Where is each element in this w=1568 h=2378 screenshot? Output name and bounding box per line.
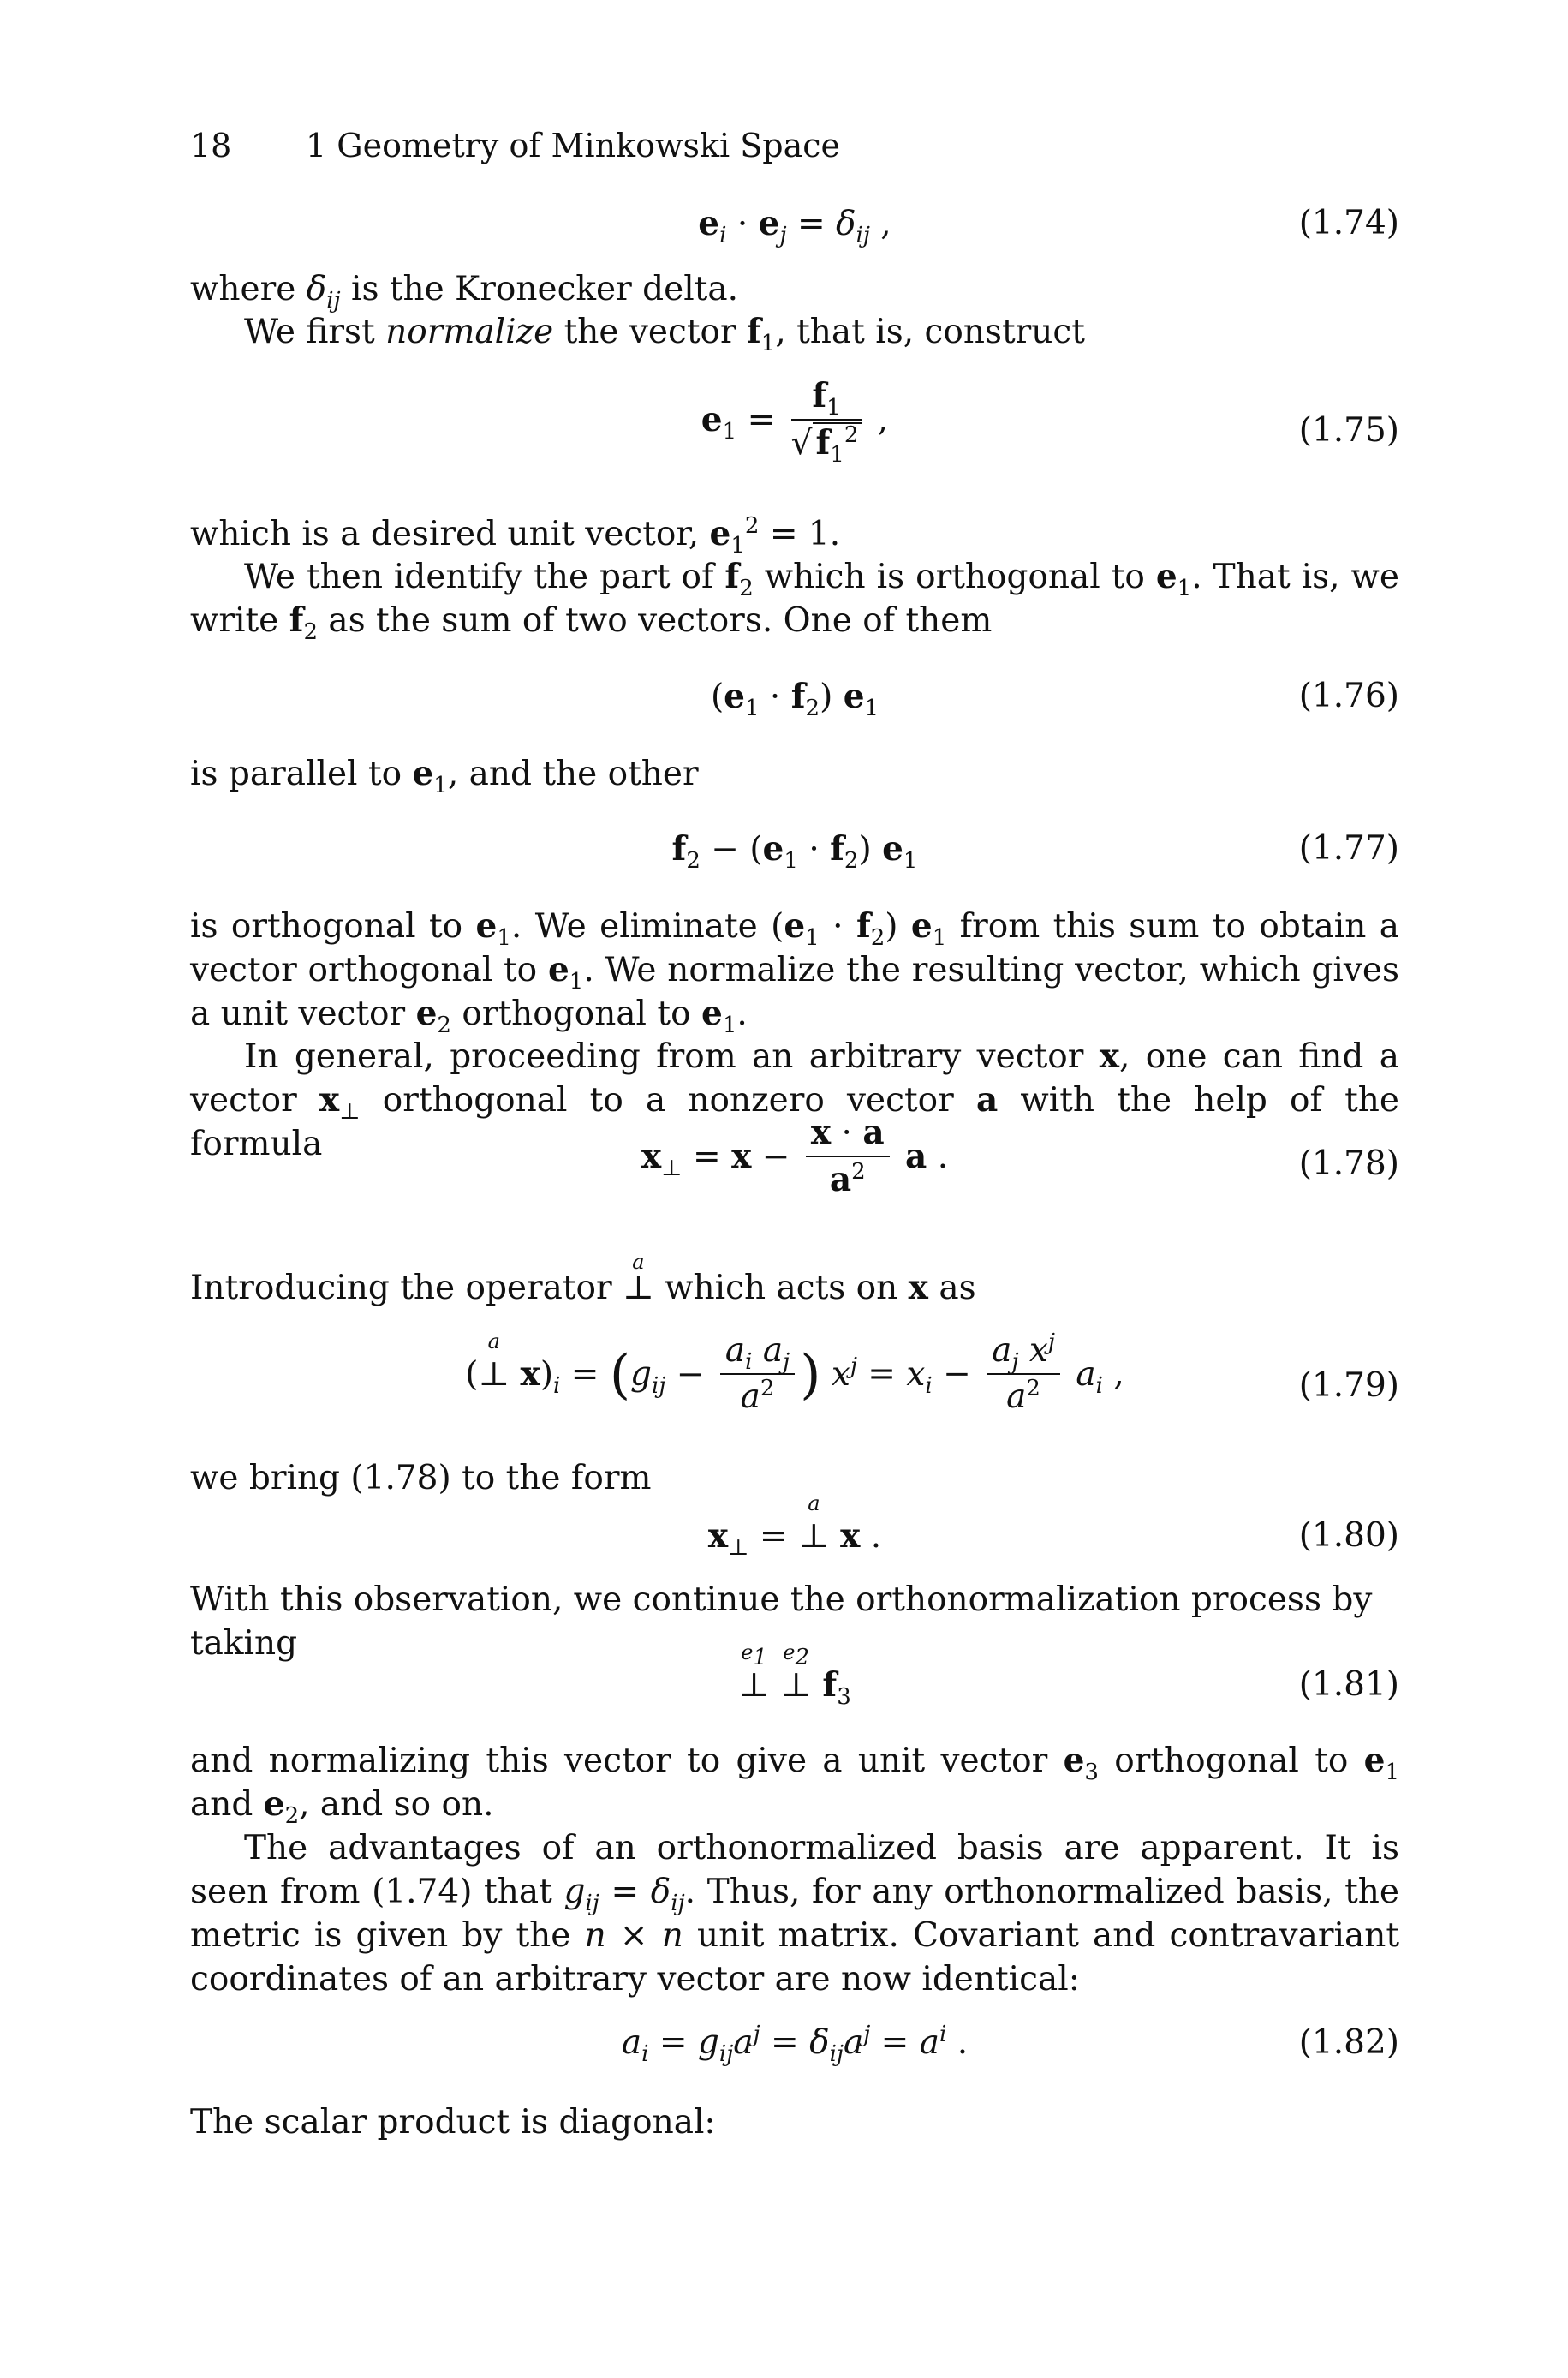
page-number: 18 [190,127,232,164]
paragraph-operator: Introducing the operator a ⊥ which acts on x as [190,1250,976,1307]
paragraph-normalizing: and normalizing this vector to give a unit vector $e_3$ orthogonal to $e_1$ and $e_2$, and so on. [190,1741,1400,1829]
equation-body: $e_i \cdot e_j = \delta_{ij}$ , [698,204,891,248]
equation-body: $a_i = g_{ij}a^j = \delta_{ij}a^j = a^i$ . [621,2022,969,2067]
paragraph-bring: we bring (1.78) to the form [190,1459,652,1497]
equation-body: $x_\perp = x$ − $\frac{x \cdot a}{a^2}$ a . [641,1113,949,1199]
equation-body: $e_1$ = $\frac{f_1}{√ f_1^2}$ , [701,376,889,468]
equation-body: $x_\perp$ = a ⊥ x . [707,1491,882,1561]
fraction: $\frac{f_1}{√ f_1^2}$ [791,377,862,463]
paragraph-identify: We then identify the part of $f_2$ which is orthogonal to $e_1$. That is, we write $f_2$ as the sum of two vectors. One of them [190,557,1399,645]
equation-1-76 [190,677,1399,728]
equation-1-75 [190,377,1399,497]
paragraph-normalize: We first normalize the vector $f_1$, that is, construct [244,312,1085,356]
equation-number: (1.77) [1298,829,1399,868]
fraction: $\frac{a_j x^j}{a^2}$ [987,1332,1060,1416]
equation-number: (1.78) [1298,1144,1399,1183]
paragraph-parallel: is parallel to $e_1$, and the other [190,754,699,798]
fraction: $\frac{x \cdot a}{a^2}$ [806,1114,890,1199]
equation-1-80 [190,1491,1399,1568]
equation-number: (1.82) [1298,2023,1399,2062]
running-title: 1 Geometry of Minkowski Space [306,127,841,164]
paragraph-advantages: The advantages of an orthonormalized basis are apparent. It is seen from (1.74) that $g_{ij} = \delta_{ij}$. Thus, for any orthonormalized basis, the metric is given by the n × n unit matrix. Covariant and contravariant coordinates of an arbitrary vector are now identical: [190,1829,1399,1999]
paragraph-unit-vector: which is a desired unit vector, $e_1^2 = 1$. [190,513,841,559]
paragraph-orthogonal: is orthogonal to $e_1$. We eliminate $(e_1 \cdot f_2)$ $e_1$ from this sum to obtain a vector orthogonal to $e_1$. We normalize the resulting vector, which gives a unit vector $e_2$ orthogonal to $e_1$. [190,906,1399,1038]
equation-number: (1.79) [1298,1366,1399,1405]
equation-body: $f_2 - (e_1 \cdot f_2)$ $e_1$ [671,829,918,874]
equation-1-82 [190,2023,1399,2075]
equation-1-81 [190,1640,1399,1717]
equation-1-79 [190,1329,1399,1452]
paragraph-general: In general, proceeding from an arbitrary vector x, one can find a vector $x_\perp$ orthogonal to a nonzero vector a with the help of the formula [190,1037,1400,1163]
equation-number: (1.80) [1298,1516,1399,1555]
equation-number: (1.76) [1298,677,1399,715]
equation-body: $(e_1 \cdot f_2)$ $e_1$ [710,677,879,721]
running-header [190,127,840,164]
equation-body: $e_1$ ⊥ $e_2$ ⊥ $f_3$ [738,1640,851,1710]
equation-number: (1.75) [1298,411,1399,450]
equation-number: (1.81) [1298,1665,1399,1704]
paragraph-observation: With this observation, we continue the orthonormalization process by taking [190,1580,1373,1663]
fraction: $\frac{a_i a_j}{a^2}$ [720,1332,795,1416]
equation-1-77 [190,829,1399,881]
paragraph-kronecker: where $\delta_{ij}$ is the Kronecker delta. [190,270,739,314]
text-span: We first [244,313,375,351]
equation-1-78 [190,1114,1399,1225]
emphasis-normalize: normalize [385,313,554,351]
equation-number: (1.74) [1298,204,1399,242]
equation-1-74 [190,204,1399,255]
equation-body: ( a ⊥ $x)_i = (g_{ij}$ − $\frac{a_i a_j}{a^2}$ ) $x^j = x_i$ − $\frac{a_j x^j}{a^2}$ $a_i$ , [465,1329,1124,1416]
paragraph-scalar-product: The scalar product is diagonal: [190,2103,716,2142]
